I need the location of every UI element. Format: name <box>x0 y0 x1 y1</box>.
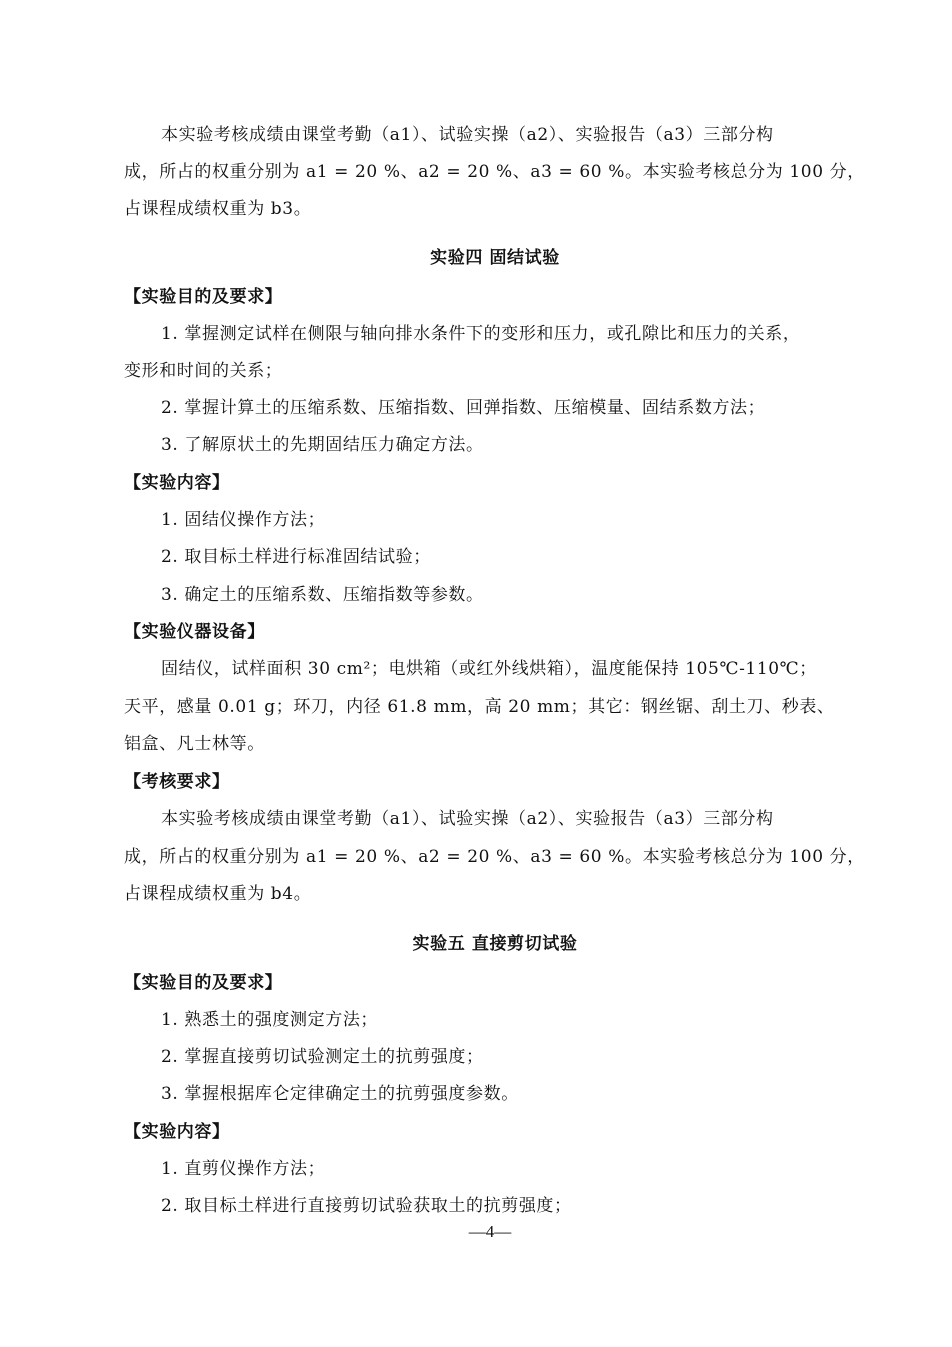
list-item: 2. 取目标土样进行直接剪切试验获取土的抗剪强度； <box>161 1196 572 1216</box>
subsection-heading: 【实验内容】 <box>124 473 230 493</box>
list-item: 3. 确定土的压缩系数、压缩指数等参数。 <box>161 585 484 605</box>
paragraph-line: 成，所占的权重分别为 a1 = 20 %、a2 = 20 %、a3 = 60 %。本实验考核总分为 100 分， <box>124 847 865 867</box>
paragraph-line: 本实验考核成绩由课堂考勤（a1）、试验实操（a2）、实验报告（a3）三部分构 <box>161 125 774 145</box>
subsection-heading: 【实验目的及要求】 <box>124 287 283 307</box>
list-item: 3. 了解原状土的先期固结压力确定方法。 <box>161 435 484 455</box>
list-item: 1. 熟悉土的强度测定方法； <box>161 1010 379 1030</box>
list-item: 2. 掌握计算土的压缩系数、压缩指数、回弹指数、压缩模量、固结系数方法； <box>161 398 766 418</box>
section-title: 实验四 固结试验 <box>430 248 560 268</box>
subsection-heading: 【考核要求】 <box>124 772 230 792</box>
list-item: 2. 掌握直接剪切试验测定土的抗剪强度； <box>161 1047 484 1067</box>
paragraph-line: 天平，感量 0.01 g；环刀，内径 61.8 mm，高 20 mm；其它：钢丝锯、刮土刀、秒表、 <box>124 697 835 717</box>
section-title: 实验五 直接剪切试验 <box>412 934 578 954</box>
paragraph-line: 本实验考核成绩由课堂考勤（a1）、试验实操（a2）、实验报告（a3）三部分构 <box>161 809 774 829</box>
list-item: 1. 直剪仪操作方法； <box>161 1159 326 1179</box>
list-item: 2. 取目标土样进行标准固结试验； <box>161 547 431 567</box>
paragraph-line: 固结仪，试样面积 30 cm²；电烘箱（或红外线烘箱），温度能保持 105℃-110℃； <box>161 659 817 679</box>
paragraph-line: 占课程成绩权重为 b3。 <box>124 199 312 219</box>
paragraph-line: 成，所占的权重分别为 a1 = 20 %、a2 = 20 %、a3 = 60 %。本实验考核总分为 100 分， <box>124 162 865 182</box>
page-number: —4— <box>468 1222 512 1241</box>
subsection-heading: 【实验仪器设备】 <box>124 622 265 642</box>
subsection-heading: 【实验内容】 <box>124 1122 230 1142</box>
paragraph-line: 占课程成绩权重为 b4。 <box>124 884 312 904</box>
list-item: 1. 掌握测定试样在侧限与轴向排水条件下的变形和压力，或孔隙比和压力的关系， <box>161 324 801 344</box>
paragraph-line: 铝盒、凡士林等。 <box>124 734 265 754</box>
list-item: 3. 掌握根据库仑定律确定土的抗剪强度参数。 <box>161 1084 519 1104</box>
list-item-continuation: 变形和时间的关系； <box>124 361 283 381</box>
subsection-heading: 【实验目的及要求】 <box>124 973 283 993</box>
list-item: 1. 固结仪操作方法； <box>161 510 326 530</box>
